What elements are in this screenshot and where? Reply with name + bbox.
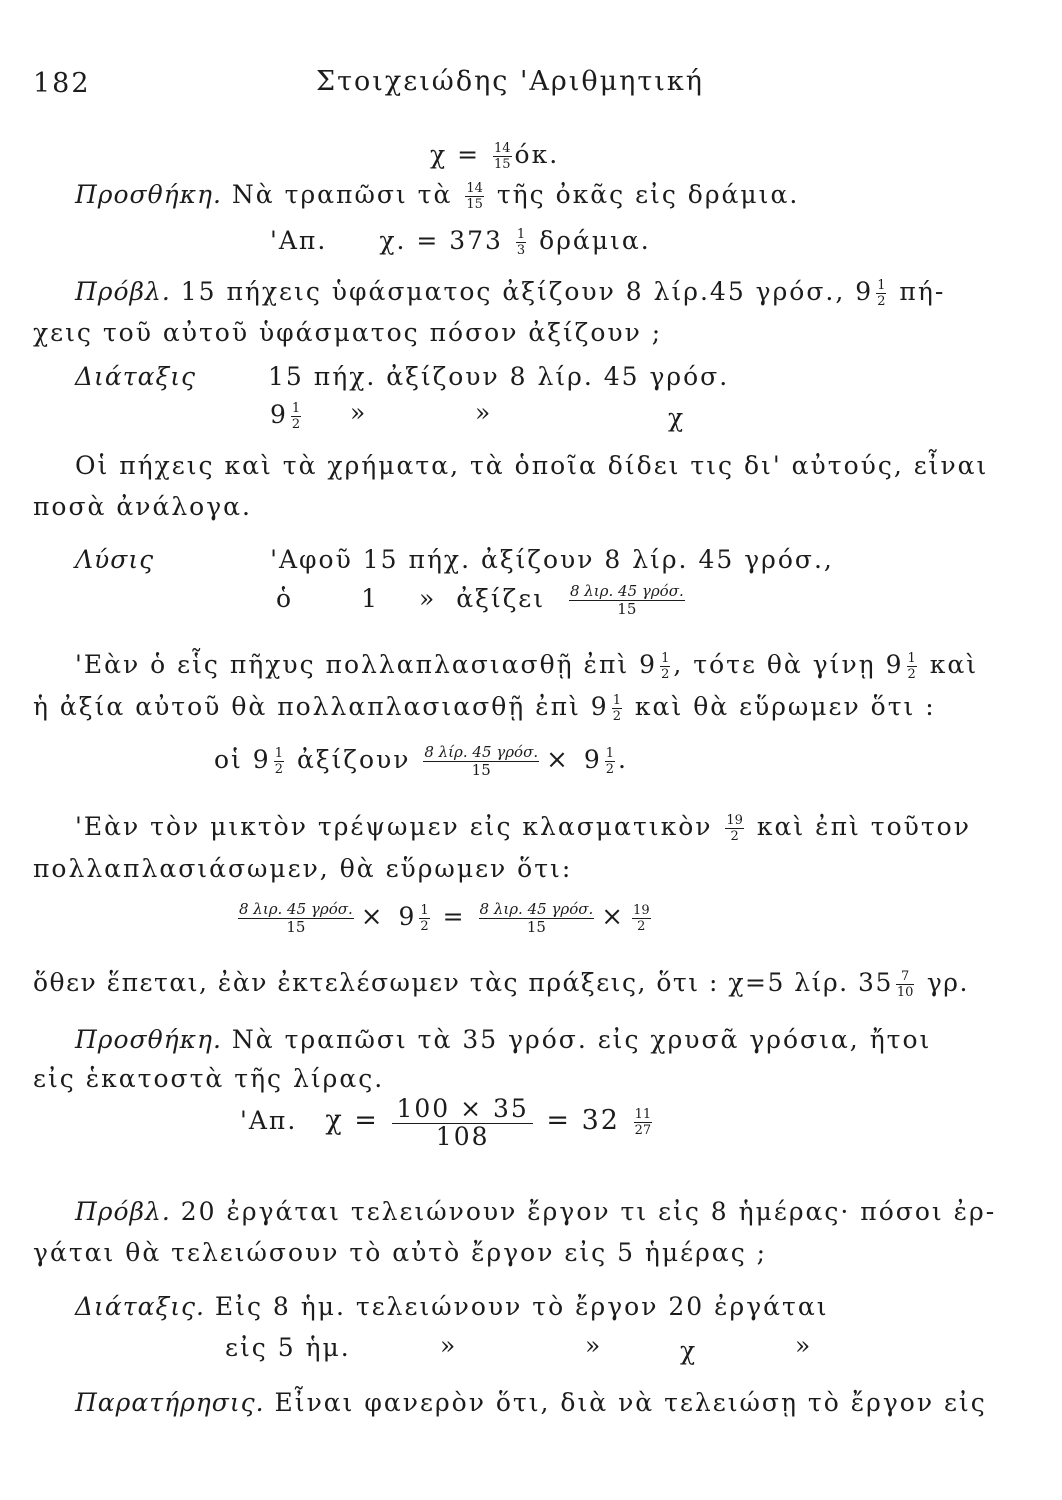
denominator: 2 <box>612 709 621 724</box>
problem-line <box>75 277 945 308</box>
numerator: 19 <box>726 813 743 828</box>
numerator: 1 <box>291 401 301 416</box>
numerator: 8 λιρ. 45 γρόσ. <box>479 900 594 918</box>
arrangement-line <box>75 1292 829 1321</box>
fraction <box>516 228 526 257</box>
solution-line <box>75 545 834 574</box>
fraction <box>423 745 539 778</box>
ditto-mark: » <box>475 398 493 427</box>
problem-label: Πρόβλ. <box>75 277 171 306</box>
arrangement-row: εἰς 5 ἡμ. <box>225 1333 351 1362</box>
equals-sign: = <box>432 902 476 931</box>
denominator: 3 <box>516 243 526 258</box>
text: καὶ ἐπὶ τοῦτον <box>746 812 971 841</box>
fraction <box>479 902 595 935</box>
fraction <box>493 142 512 171</box>
equals-sign: = <box>447 140 490 169</box>
text-line: Οἱ πήχεις καὶ τὰ χρήματα, τὰ ὁποῖα δίδει τις δι' αὐτούς, εἶναι <box>75 451 989 480</box>
text: 20 ἐργάται τελειώνουν ἔργον τι εἰς 8 ἡμέρας· πόσοι ἐρ- <box>170 1197 997 1226</box>
fraction <box>896 970 915 999</box>
text: Νὰ τραπῶσι τὰ <box>221 180 463 209</box>
times-sign: × <box>360 902 385 932</box>
text-line <box>75 812 971 843</box>
fraction <box>605 747 615 776</box>
text: τῆς ὀκᾶς εἰς δράμια. <box>486 180 800 209</box>
text: = 32 <box>535 1105 631 1136</box>
text-line <box>33 968 969 999</box>
denominator: 2 <box>274 762 283 777</box>
answer-label: 'Απ. <box>270 226 328 255</box>
numerator: 1 <box>877 278 886 293</box>
equation-chi-okas <box>430 140 559 171</box>
fraction <box>419 904 429 933</box>
unit: όκ. <box>514 140 560 169</box>
text: 9 <box>573 745 602 774</box>
numerator: 14 <box>466 181 483 196</box>
fraction <box>569 584 685 617</box>
text: 15 πήχεις ὑφάσματος ἀξίζουν 8 λίρ.45 γρόσ., 9 <box>170 277 874 306</box>
arrangement-label: Διάταξις <box>75 362 197 391</box>
text-line <box>75 650 978 681</box>
equation-line <box>214 745 628 778</box>
denominator: 2 <box>877 294 886 309</box>
numerator: 8 λίρ. 45 γρόσ. <box>424 743 539 761</box>
whole-number: 9 <box>270 400 288 429</box>
denominator: 2 <box>420 919 429 934</box>
fraction <box>465 182 484 211</box>
denominator: 15 <box>471 761 491 779</box>
arrangement-label: Διάταξις. <box>75 1292 205 1321</box>
text-line: χεις τοῦ αὐτοῦ ὑφάσματος πόσον ἀξίζουν ; <box>33 318 663 347</box>
times-sign: × <box>601 902 626 932</box>
fraction <box>634 1108 653 1137</box>
numerator: 11 <box>634 1107 652 1122</box>
problem-line <box>75 1197 996 1226</box>
text: ἀξίζουν <box>287 745 421 774</box>
text: 'Αφοῦ 15 πήχ. ἀξίζουν 8 λίρ. 45 γρόσ., <box>270 545 834 574</box>
text: 9 <box>388 902 417 931</box>
fraction <box>907 652 917 681</box>
ditto-mark: » <box>440 1331 458 1360</box>
verb: ἀξίζει <box>456 584 546 613</box>
remark-label: Παρατήρησις. <box>75 1388 265 1417</box>
chi-symbol: χ <box>430 140 448 169</box>
text: χ = <box>325 1105 390 1136</box>
fraction <box>291 402 301 431</box>
text: ἡ ἀξία αὐτοῦ θὰ πολλαπλασιασθῇ ἐπὶ 9 <box>33 692 609 721</box>
text: 'Εὰν ὁ εἷς πῆχυς πολλαπλασιασθῇ ἐπὶ 9 <box>75 650 658 679</box>
fraction <box>632 904 651 933</box>
fraction <box>392 1096 532 1149</box>
fraction <box>238 902 354 935</box>
text: 15 πήχ. ἀξίζουν 8 λίρ. 45 γρόσ. <box>268 362 730 391</box>
fraction <box>274 747 284 776</box>
text-line <box>33 692 936 723</box>
denominator: 15 <box>466 197 483 212</box>
solution-label: Λύσις <box>75 545 155 574</box>
number: 1 <box>361 584 379 613</box>
denominator: 2 <box>291 417 301 432</box>
addendum-label: Προσθήκη. <box>75 1025 222 1054</box>
numerator: 1 <box>907 651 916 666</box>
arrangement-line <box>75 362 729 391</box>
denominator: 15 <box>617 600 637 618</box>
fraction <box>660 652 670 681</box>
text: χ. = 373 <box>379 226 513 255</box>
text-line: εἰς ἑκατοστὰ τῆς λίρας. <box>33 1064 385 1093</box>
numerator: 14 <box>494 141 511 156</box>
numerator: 1 <box>420 903 429 918</box>
denominator: 10 <box>896 985 914 1000</box>
arrangement-row <box>270 400 304 431</box>
denominator: 2 <box>907 667 916 682</box>
ditto-mark: » <box>418 584 437 613</box>
numerator: 19 <box>633 903 650 918</box>
denominator: 27 <box>634 1123 652 1138</box>
fraction <box>876 279 886 308</box>
text: πή- <box>889 277 946 306</box>
text: γρ. <box>917 968 969 997</box>
page-number: 182 <box>33 68 91 99</box>
solution-row <box>276 584 688 617</box>
text: Νὰ τραπῶσι τὰ 35 γρόσ. εἰς χρυσᾶ γρόσια, ἤτοι <box>221 1025 932 1054</box>
numerator: 100 × 35 <box>392 1096 532 1124</box>
text-line: πολλαπλασιάσωμεν, θὰ εὕρωμεν ὅτι: <box>33 854 573 883</box>
answer-label: 'Απ. <box>240 1106 298 1135</box>
denominator: 15 <box>526 918 546 936</box>
chi-symbol: χ <box>668 403 686 432</box>
ditto-mark: » <box>585 1331 603 1360</box>
numerator: 7 <box>896 970 915 985</box>
numerator: 1 <box>661 651 670 666</box>
text: καὶ θὰ εὕρωμεν ὅτι : <box>624 692 936 721</box>
numerator: 8 λιρ. 45 γρόσ. <box>569 582 684 600</box>
answer-line <box>270 226 651 257</box>
equation-line <box>235 902 654 935</box>
text: , τότε θὰ γίνῃ 9 <box>673 650 904 679</box>
numerator: 1 <box>274 746 283 761</box>
text: οἱ 9 <box>214 745 271 774</box>
denominator: 15 <box>494 157 511 172</box>
denominator: 2 <box>637 919 646 934</box>
answer-line <box>240 1096 655 1149</box>
text: 'Εὰν τὸν μικτὸν τρέψωμεν εἰς κλασματικὸν <box>75 812 723 841</box>
numerator: 1 <box>516 227 526 242</box>
denominator: 2 <box>730 829 739 844</box>
denominator: 15 <box>286 918 306 936</box>
text-line: γάται θὰ τελειώσουν τὸ αὐτὸ ἔργον εἰς 5 ἡμέρας ; <box>33 1238 768 1267</box>
denominator: 108 <box>435 1122 490 1151</box>
times-sign: × <box>546 745 570 775</box>
numerator: 1 <box>605 746 615 761</box>
text: Εἶναι φανερὸν ὅτι, διὰ νὰ τελειώσῃ τὸ ἔργον εἰς <box>264 1388 987 1417</box>
text: καὶ <box>919 650 979 679</box>
fraction <box>725 814 744 843</box>
ditto-mark: » <box>795 1331 813 1360</box>
text: ὅθεν ἕπεται, ἐὰν ἐκτελέσωμεν τὰς πράξεις, ὅτι : χ=5 λίρ. 35 <box>33 968 893 997</box>
numerator: 8 λιρ. 45 γρόσ. <box>239 900 353 918</box>
running-title: Στοιχειώδης 'Αριθμητική <box>316 66 704 97</box>
addendum-label: Προσθήκη. <box>75 180 222 209</box>
ditto-mark: » <box>350 398 368 427</box>
addendum-line <box>75 1025 931 1054</box>
chi-symbol: χ <box>680 1336 698 1365</box>
denominator: 2 <box>605 762 615 777</box>
denominator: 2 <box>661 667 670 682</box>
problem-label: Πρόβλ. <box>75 1197 171 1226</box>
text: δράμια. <box>529 226 651 255</box>
article: ὁ <box>276 584 294 613</box>
numerator: 1 <box>612 693 621 708</box>
remark-line <box>75 1388 987 1417</box>
text-line: ποσὰ ἀνάλογα. <box>33 492 253 521</box>
fraction <box>612 694 622 723</box>
addendum-line <box>75 180 799 211</box>
text: . <box>618 745 628 774</box>
text: Εἰς 8 ἡμ. τελειώνουν τὸ ἔργον 20 ἐργάται <box>204 1292 829 1321</box>
